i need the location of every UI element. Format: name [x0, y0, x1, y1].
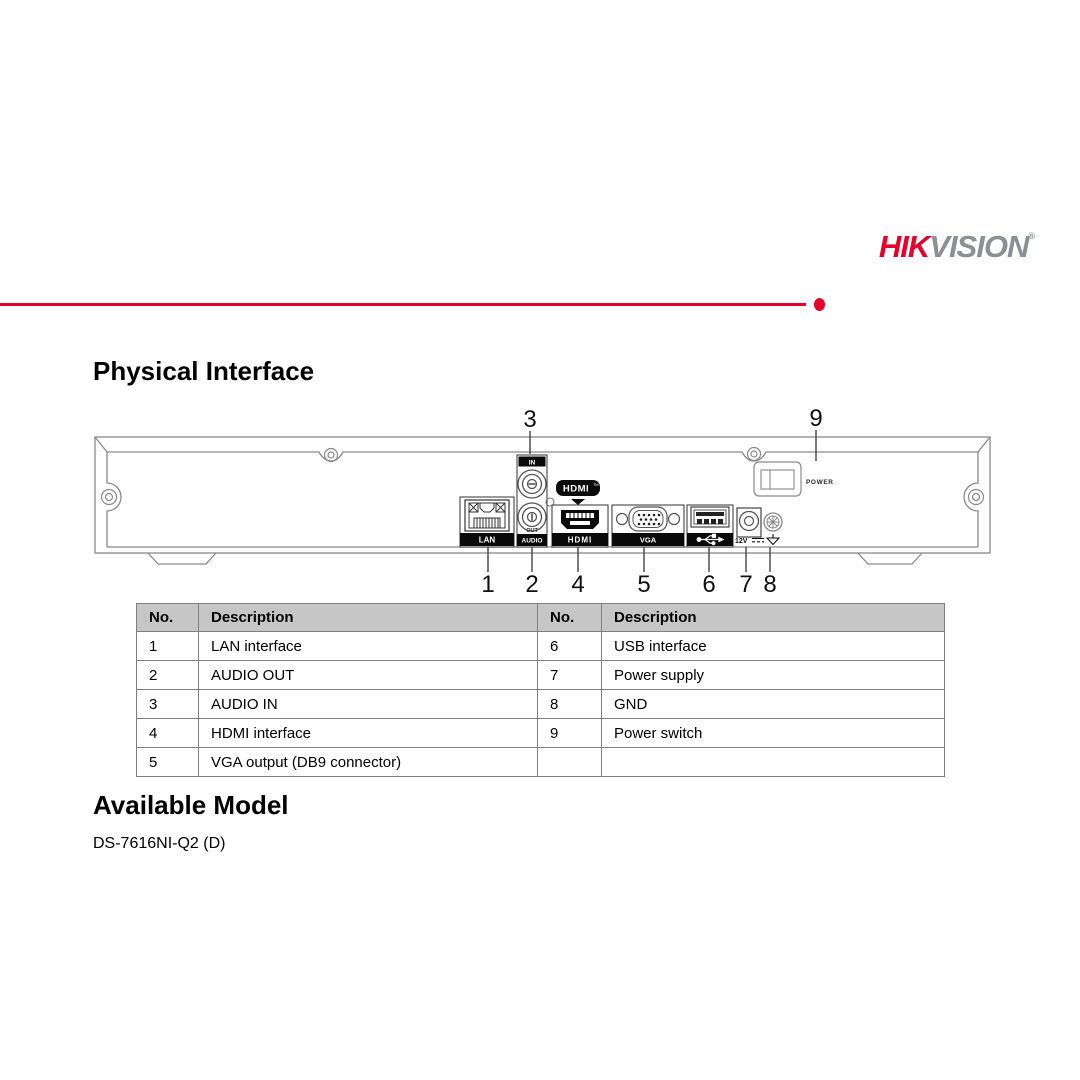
cell-no: 9	[538, 719, 602, 748]
rear-panel-diagram	[0, 400, 1080, 600]
callout-3: 3	[523, 406, 537, 433]
audio-label: AUDIO	[521, 537, 543, 545]
col-header-desc-2: Description	[602, 604, 945, 632]
hdmi-connector	[561, 510, 599, 529]
table-row	[137, 661, 945, 690]
lan-port	[460, 497, 514, 547]
hdmi-tm-text: TM	[593, 483, 599, 487]
table-row	[137, 632, 945, 661]
vga-label: VGA	[639, 535, 657, 545]
logo-hik-text: HIK	[878, 229, 930, 264]
audio-ports	[517, 455, 547, 547]
callout-2: 2	[525, 571, 539, 598]
cell-desc: Power switch	[602, 719, 945, 748]
col-header-desc-1: Description	[199, 604, 538, 632]
rca-jack-out	[518, 503, 546, 531]
cell-no: 3	[137, 690, 199, 719]
cell-desc: GND	[602, 690, 945, 719]
hdmi-port	[552, 480, 608, 547]
cell-desc: AUDIO IN	[199, 690, 538, 719]
cell-desc: AUDIO OUT	[199, 661, 538, 690]
callout-4: 4	[571, 571, 585, 598]
audio-out-label: OUT	[526, 528, 538, 534]
cell-desc: HDMI interface	[199, 719, 538, 748]
cell-no: 8	[538, 690, 602, 719]
available-model-title: Available Model	[93, 790, 289, 820]
callout-5: 5	[637, 571, 651, 598]
callout-7: 7	[739, 571, 753, 598]
callout-8: 8	[763, 571, 777, 598]
hdmi-logo-text: HDMI	[562, 483, 590, 495]
callout-6: 6	[702, 571, 716, 598]
cell-no: 1	[137, 632, 199, 661]
col-header-no-1: No.	[137, 604, 199, 632]
usb-port	[687, 505, 733, 547]
chassis-foot-left	[148, 553, 216, 564]
table-row	[137, 690, 945, 719]
cell-no: 7	[538, 661, 602, 690]
model-name: DS-7616NI-Q2 (D)	[93, 835, 226, 852]
vga-port	[612, 505, 684, 547]
chassis-foot-right	[858, 553, 922, 564]
cell-no: 2	[137, 661, 199, 690]
dc-12v-label: 12V	[735, 538, 748, 545]
physical-interface-title: Physical Interface	[93, 356, 315, 386]
cell-desc: USB interface	[602, 632, 945, 661]
table-header-row	[137, 604, 945, 632]
logo-vision-text: VISION	[929, 229, 1029, 264]
cell-no: 5	[137, 748, 199, 777]
registered-mark: ®	[1028, 231, 1035, 241]
brand-divider-line	[0, 303, 806, 306]
rca-jack-in	[518, 470, 546, 498]
power-label: POWER	[806, 479, 834, 486]
callout-9: 9	[809, 405, 823, 432]
hikvision-logo	[850, 229, 1035, 265]
cell-desc: Power supply	[602, 661, 945, 690]
hdmi-label: HDMI	[567, 535, 593, 545]
interface-table	[136, 603, 945, 777]
cell-desc: LAN interface	[199, 632, 538, 661]
cell-no: 4	[137, 719, 199, 748]
audio-in-label: IN	[528, 459, 536, 467]
table-row	[137, 748, 945, 777]
cell-no	[538, 748, 602, 777]
cell-desc	[602, 748, 945, 777]
table-row	[137, 719, 945, 748]
cell-no: 6	[538, 632, 602, 661]
col-header-no-2: No.	[538, 604, 602, 632]
callout-1: 1	[481, 571, 495, 598]
lan-label: LAN	[478, 535, 496, 545]
cell-desc: VGA output (DB9 connector)	[199, 748, 538, 777]
brand-divider-dot	[814, 298, 825, 311]
